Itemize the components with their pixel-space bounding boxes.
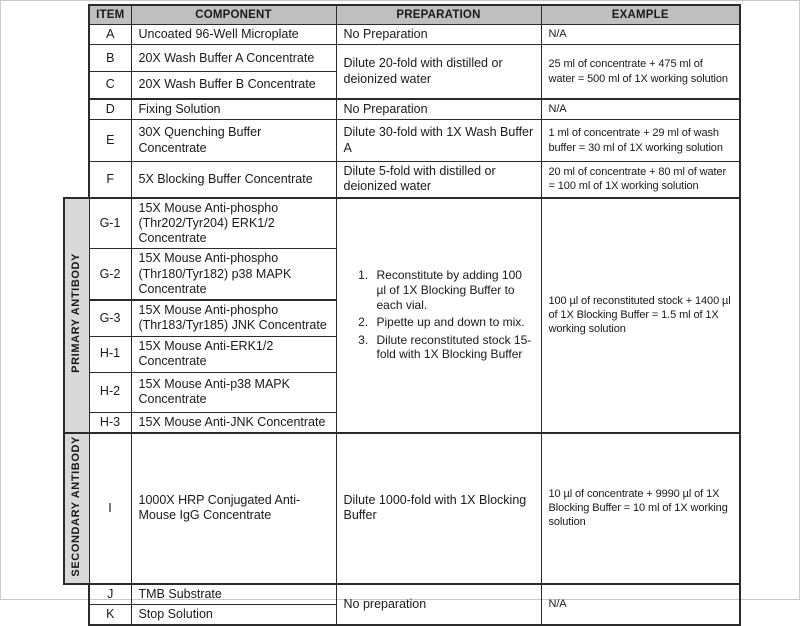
preparation-step: 1. Reconstitute by adding 100 µl of 1X Blocking Buffer to each vial. [372,268,534,312]
item-cell: H-3 [89,412,131,433]
preparation-cell: Dilute 30-fold with 1X Wash Buffer A [336,120,541,162]
component-cell: 30X Quenching Buffer Concentrate [131,120,336,162]
preparation-cell: Dilute 1000-fold with 1X Blocking Buffer [336,433,541,584]
header-cell-example: EXAMPLE [541,5,740,25]
component-cell: Stop Solution [131,604,336,625]
example-cell: 10 µl of concentrate + 9990 µl of 1X Blocking Buffer = 10 ml of 1X working solution [541,433,740,584]
preparation-cell: Dilute 5-fold with distilled or deionized water [336,162,541,198]
header-cell-item: ITEM [89,5,131,25]
example-cell: 1 ml of concentrate + 29 ml of wash buffer = 30 ml of 1X working solution [541,120,740,162]
component-cell: 15X Mouse Anti-p38 MAPK Concentrate [131,372,336,412]
example-cell-merged-JK: N/A [541,584,740,626]
preparation-steps-list [344,268,534,362]
example-cell: N/A [541,25,740,45]
component-cell: 15X Mouse Anti-phospho (Thr183/Tyr185) JNK Concentrate [131,300,336,336]
component-cell: 15X Mouse Anti-phospho (Thr202/Tyr204) ERK1/2 Concentrate [131,198,336,249]
group-label-secondary-antibody [64,433,89,584]
header-cell-preparation: PREPARATION [336,5,541,25]
item-cell: A [89,25,131,45]
row-E [64,120,740,162]
preparation-cell: No Preparation [336,25,541,45]
kit-components-table [63,4,741,626]
component-cell: 20X Wash Buffer A Concentrate [131,45,336,72]
item-cell: B [89,45,131,72]
example-cell-merged-GH: 100 µl of reconstituted stock + 1400 µl of 1X Blocking Buffer = 1.5 ml of 1X working solution [541,198,740,433]
component-cell: 15X Mouse Anti-JNK Concentrate [131,412,336,433]
component-cell: Uncoated 96-Well Microplate [131,25,336,45]
preparation-cell-merged-GH [336,198,541,433]
row-A [64,25,740,45]
preparation-cell: No Preparation [336,99,541,120]
row-G1 [64,198,740,249]
group-column-spacer-top [64,5,89,198]
row-I [64,433,740,584]
item-cell: H-2 [89,372,131,412]
example-cell: 20 ml of concentrate + 80 ml of water = 100 ml of 1X working solution [541,162,740,198]
item-cell: F [89,162,131,198]
item-cell: D [89,99,131,120]
row-B [64,45,740,72]
item-cell: C [89,72,131,99]
item-cell: J [89,584,131,605]
item-cell: G-1 [89,198,131,249]
row-J [64,584,740,605]
example-cell-merged-BC: 25 ml of concentrate + 475 ml of water = 500 ml of 1X working solution [541,45,740,99]
item-cell: E [89,120,131,162]
component-cell: TMB Substrate [131,584,336,605]
secondary-antibody-label: SECONDARY ANTIBODY [70,436,83,577]
item-cell: G-3 [89,300,131,336]
row-F [64,162,740,198]
group-column-spacer-bottom [64,584,89,626]
item-cell: H-1 [89,336,131,372]
component-cell: 20X Wash Buffer B Concentrate [131,72,336,99]
component-cell: 15X Mouse Anti-phospho (Thr180/Tyr182) p38 MAPK Concentrate [131,249,336,300]
preparation-step: 2. Pipette up and down to mix. [372,315,534,330]
primary-antibody-label: PRIMARY ANTIBODY [70,253,83,373]
preparation-step: 3. Dilute reconstituted stock 15-fold with 1X Blocking Buffer [372,333,534,362]
item-cell: G-2 [89,249,131,300]
component-cell: 5X Blocking Buffer Concentrate [131,162,336,198]
preparation-cell-merged-JK: No preparation [336,584,541,626]
item-cell: K [89,604,131,625]
component-cell: 15X Mouse Anti-ERK1/2 Concentrate [131,336,336,372]
component-cell: Fixing Solution [131,99,336,120]
example-cell: N/A [541,99,740,120]
group-label-primary-antibody [64,198,89,433]
preparation-cell-merged-BC: Dilute 20-fold with distilled or deionized water [336,45,541,99]
header-row [64,5,740,25]
row-D [64,99,740,120]
component-cell: 1000X HRP Conjugated Anti-Mouse IgG Concentrate [131,433,336,584]
item-cell: I [89,433,131,584]
header-cell-component: COMPONENT [131,5,336,25]
